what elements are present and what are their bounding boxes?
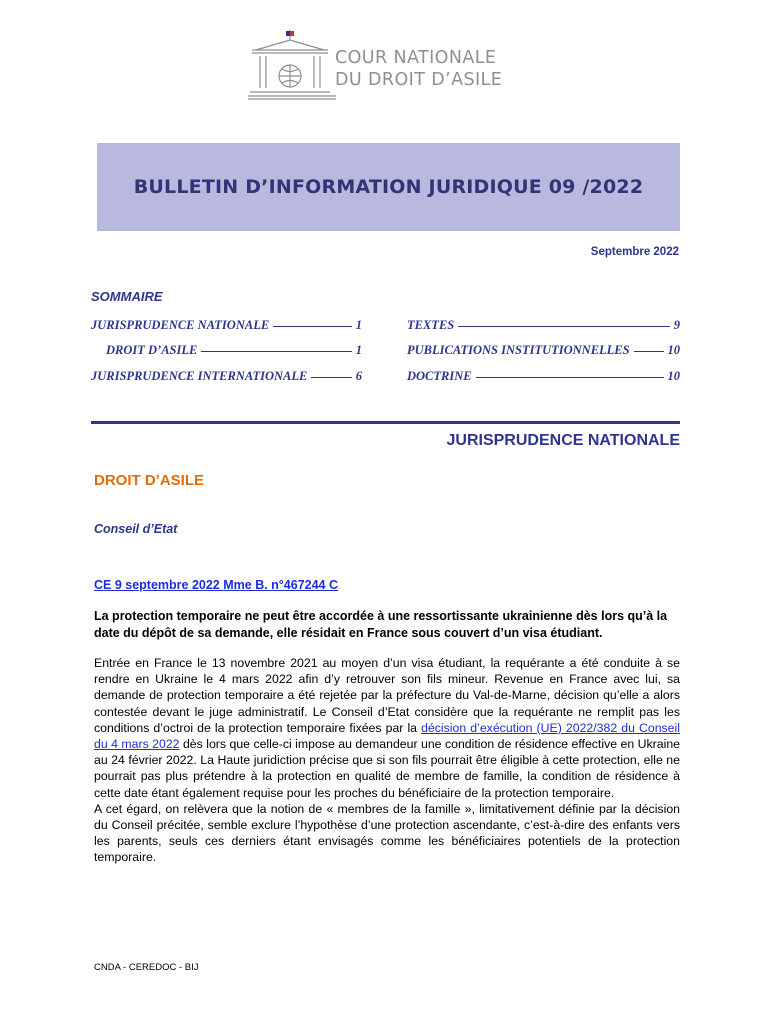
toc-item-publications-institutionnelles[interactable] [407,343,680,358]
toc-label: DROIT D’ASILE [106,343,198,357]
toc-item-textes[interactable] [407,318,680,333]
bulletin-title: BULLETIN D’INFORMATION JURIDIQUE 09 /2022 [133,176,644,198]
toc-page: 6 [355,369,362,383]
toc-page: 10 [667,369,680,383]
section-divider [91,421,680,424]
toc-label: DOCTRINE [407,369,472,383]
toc-label: PUBLICATIONS INSTITUTIONNELLES [407,343,630,357]
page-footer: CNDA - CEREDOC - BIJ [94,962,199,973]
logo-line-2: DU DROIT D’ASILE [335,70,503,90]
toc-page: 1 [355,318,362,332]
toc-leader [311,377,351,378]
logo-text [335,47,502,91]
case-paragraph-1-text-a: Entrée en France le 13 novembre 2021 au moyen d’un visa étudiant, la requérante a été conduite à se rendre en Ukraine le 4 mars 2022 afin d’y retrouver son fils mineur. Revenue en France avec lui, sa demande de protection temporaire a été rejetée par la préfecture du Val-de-Marne, décision qu’elle a alors contestée devant le juge administratif. Le Conseil d’Etat considère que la requérante ne remplit pas les conditions d’octroi de la protection temporaire fixées par la [94,656,680,735]
section-title: JURISPRUDENCE NATIONALE [446,432,680,449]
case-paragraph-2: A cet égard, on relèvera que la notion de « membres de la famille », limitativement définie par la décision du Conseil précitée, semble exclure l’hypothèse d’une protection ascendante, c’est-à-dire des enfants vers les parents, seuls ces derniers étant envisagés comme les bénéficiaires potentiels de la protection temporaire. [94,801,680,865]
toc-leader [634,351,664,352]
case-reference-link[interactable]: CE 9 septembre 2022 Mme B. n°467244 C [94,578,339,592]
courthouse-icon [246,28,336,102]
toc-item-droit-d-asile[interactable] [106,343,362,358]
toc-item-jurisprudence-internationale[interactable] [91,369,362,384]
bulletin-banner [97,143,680,231]
toc-item-jurisprudence-nationale[interactable] [91,318,362,333]
court-heading: Conseil d’Etat [94,522,178,536]
toc-label: JURISPRUDENCE NATIONALE [91,318,270,332]
toc-page: 1 [355,343,362,357]
toc-leader [476,377,664,378]
toc-leader [201,351,351,352]
case-paragraph-1-text-b: dès lors que celle-ci impose au demandeur une condition de résidence effective en Ukraine au 24 février 2022. La Haute juridiction précise que si son fils pourrait être éligible à cette protection, elle ne pourrait pas plus prétendre à la protection en qualité de membre de famille, la condition de résidence à cette date étant également requise pour les proches du bénéficiaire de la protection temporaire. [94,737,680,800]
toc-item-doctrine[interactable] [407,369,680,384]
sommaire-title: SOMMAIRE [91,289,163,304]
toc-label: TEXTES [407,318,455,332]
case-body [94,655,680,866]
case-headnote: La protection temporaire ne peut être accordée à une ressortissante ukrainienne dès lors qu’à la date du dépôt de sa demande, elle résidait en France sous couvert d’un visa étudiant. [94,609,668,640]
toc-leader [458,326,670,327]
issue-date: Septembre 2022 [590,246,679,258]
toc-label: JURISPRUDENCE INTERNATIONALE [91,369,308,383]
logo-line-1: COUR NATIONALE [335,48,497,68]
toc-leader [273,326,352,327]
toc-page: 10 [667,343,680,357]
case-paragraph-1 [94,655,680,801]
eu-decision-link[interactable]: décision d’exécution (UE) 2022/382 du Conseil du 4 mars 2022 [94,720,680,752]
subsection-title: DROIT D’ASILE [94,472,205,489]
toc-page: 9 [673,318,680,332]
